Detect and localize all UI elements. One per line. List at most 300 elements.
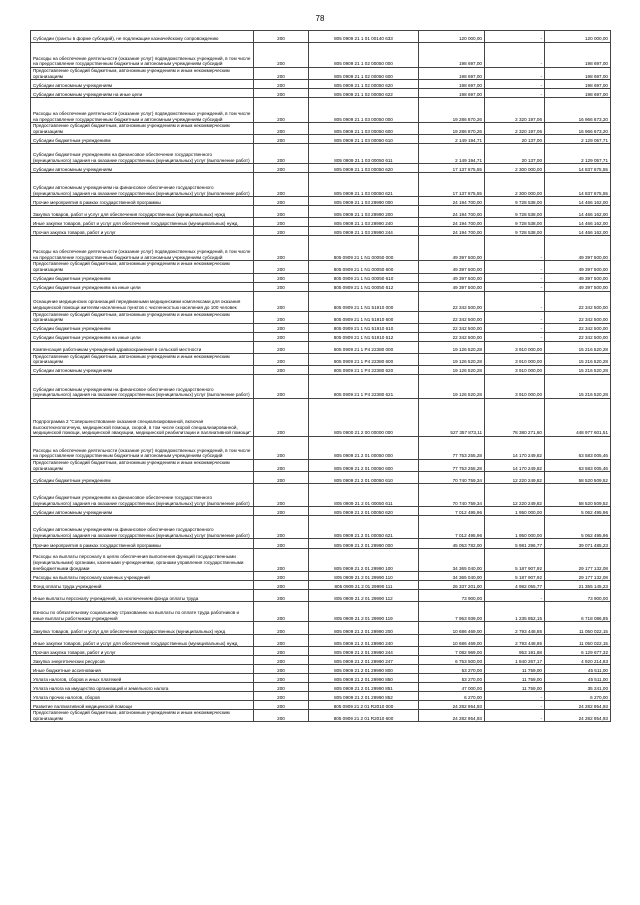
row-name: Иные бюджетные ассигнования bbox=[31, 665, 254, 674]
row-total-amount: 49 397 500,00 bbox=[545, 273, 611, 282]
table-row bbox=[31, 197, 611, 206]
row-name: Иные выплаты персоналу учреждений, за исключением фонда оплаты труда bbox=[31, 590, 254, 602]
row-change-amount: 5 187 907,92 bbox=[485, 572, 545, 581]
row-change-amount: 5 981 296,77 bbox=[485, 539, 545, 549]
row-line-code: 200 bbox=[254, 173, 309, 197]
row-total-amount: 63 583 005,46 bbox=[545, 436, 611, 459]
row-total-amount: 15 216 520,28 bbox=[545, 374, 611, 398]
row-approved-amount: 77 753 255,28 bbox=[419, 436, 485, 459]
row-total-amount: 16 966 673,20 bbox=[545, 98, 611, 123]
row-name: Прочая закупка товаров, работ и услуг bbox=[31, 227, 254, 236]
row-budget-code: 805 0909 21 2 01 29990 852 bbox=[309, 692, 419, 701]
table-row bbox=[31, 227, 611, 236]
row-total-amount: 5 062 495,96 bbox=[545, 516, 611, 539]
row-name: Иные закупки товаров, работ и услуг для обеспечения государственных (муниципальных) нужд bbox=[31, 635, 254, 647]
row-change-amount: 1 950 000,00 bbox=[485, 516, 545, 539]
table-row bbox=[31, 459, 611, 471]
row-total-amount: 14 466 162,00 bbox=[545, 197, 611, 206]
row-approved-amount: 17 137 675,55 bbox=[419, 173, 485, 197]
row-line-code: 200 bbox=[254, 311, 309, 323]
table-row bbox=[31, 135, 611, 144]
row-name: Субсидии автономным учреждениям на иные цели bbox=[31, 89, 254, 98]
row-budget-code: 805 0909 21 1 N1 51910 612 bbox=[309, 332, 419, 341]
row-name: Субсидии автономным учреждениям на финансовое обеспечение государственного (муниципального) задания на оказание государственных (муниципальных) услуг (выполнение работ) bbox=[31, 173, 254, 197]
row-change-amount: 9 728 538,00 bbox=[485, 218, 545, 227]
row-budget-code: 805 0909 21 2 01 00050 610 bbox=[309, 472, 419, 484]
row-name: Расходы на обеспечение деятельности (оказание услуг) подведомственных учреждений, в том числе на предоставление государственным бюджетным и автономным учреждениям субсидий bbox=[31, 98, 254, 123]
row-budget-code: 805 0909 21 1 N1 51910 600 bbox=[309, 311, 419, 323]
row-budget-code: 805 0909 21 2 01 R2010 600 bbox=[309, 710, 419, 722]
row-line-code: 200 bbox=[254, 261, 309, 273]
table-row bbox=[31, 549, 611, 572]
row-budget-code: 805 0909 21 2 01 29990 247 bbox=[309, 656, 419, 665]
row-name: Предоставление субсидий бюджетным, автономным учреждениям и иным некоммерческим организациям bbox=[31, 353, 254, 365]
row-line-code: 200 bbox=[254, 291, 309, 311]
row-line-code: 200 bbox=[254, 236, 309, 261]
row-line-code: 200 bbox=[254, 692, 309, 701]
row-name: Предоставление субсидий бюджетным, автономным учреждениям и иным некоммерческим организациям bbox=[31, 261, 254, 273]
table-row bbox=[31, 701, 611, 710]
row-total-amount: 5 062 495,96 bbox=[545, 507, 611, 516]
row-budget-code: 805 0909 21 2 01 00050 621 bbox=[309, 516, 419, 539]
row-line-code: 200 bbox=[254, 374, 309, 398]
row-total-amount: 198 697,00 bbox=[545, 80, 611, 89]
row-name: Иные закупки товаров, работ и услуг для обеспечения государственных (муниципальных) нужд bbox=[31, 218, 254, 227]
row-line-code: 200 bbox=[254, 459, 309, 471]
row-total-amount: 11 050 022,15 bbox=[545, 622, 611, 635]
table-row bbox=[31, 273, 611, 282]
row-line-code: 200 bbox=[254, 398, 309, 436]
row-line-code: 200 bbox=[254, 206, 309, 218]
row-name: Расходы на обеспечение деятельности (оказание услуг) подведомственных учреждений, в том числе на предоставление государственным бюджетным и автономным учреждениям субсидий bbox=[31, 43, 254, 68]
table-row bbox=[31, 516, 611, 539]
row-change-amount: - bbox=[485, 332, 545, 341]
row-change-amount: 2 300 000,00 bbox=[485, 173, 545, 197]
row-change-amount: - bbox=[485, 43, 545, 68]
row-name: Субсидии бюджетным учреждениям bbox=[31, 135, 254, 144]
row-approved-amount: 22 342 500,00 bbox=[419, 291, 485, 311]
row-total-amount: 14 466 162,00 bbox=[545, 206, 611, 218]
row-budget-code: 805 0909 21 1 03 00050 621 bbox=[309, 173, 419, 197]
row-budget-code: 805 0909 21 1 02 00050 600 bbox=[309, 68, 419, 80]
row-approved-amount: 7 082 969,00 bbox=[419, 647, 485, 656]
row-approved-amount: 7 953 939,00 bbox=[419, 602, 485, 622]
row-total-amount: 198 697,00 bbox=[545, 43, 611, 68]
row-approved-amount: 198 697,00 bbox=[419, 80, 485, 89]
row-budget-code: 805 0909 21 2 01 29990 851 bbox=[309, 683, 419, 692]
row-name: Компенсация работникам учреждений здравоохранения в сельской местности bbox=[31, 341, 254, 353]
row-name: Прочие мероприятия в рамках государственной программы bbox=[31, 539, 254, 549]
row-total-amount: 120 000,00 bbox=[545, 31, 611, 43]
row-name: Предоставление субсидий бюджетным, автономным учреждениям и иным некоммерческим организациям bbox=[31, 68, 254, 80]
row-line-code: 200 bbox=[254, 323, 309, 332]
row-change-amount: - bbox=[485, 282, 545, 291]
row-line-code: 200 bbox=[254, 484, 309, 507]
row-total-amount: 58 520 509,52 bbox=[545, 484, 611, 507]
row-line-code: 200 bbox=[254, 144, 309, 164]
row-budget-code: 805 0909 21 2 01 29990 800 bbox=[309, 665, 419, 674]
row-total-amount: 15 216 520,28 bbox=[545, 341, 611, 353]
row-line-code: 200 bbox=[254, 647, 309, 656]
row-approved-amount: 7 012 495,96 bbox=[419, 507, 485, 516]
row-approved-amount: 26 337 201,00 bbox=[419, 581, 485, 590]
row-approved-amount: 19 126 520,28 bbox=[419, 353, 485, 365]
row-name: Субсидии автономным учреждениям bbox=[31, 365, 254, 374]
row-name: Субсидии автономным учреждениям bbox=[31, 80, 254, 89]
row-name: Закупка энергетических ресурсов bbox=[31, 656, 254, 665]
row-name: Субсидии (гранты в форме субсидий), не подлежащие казначейскому сопровождению bbox=[31, 31, 254, 43]
row-total-amount: 198 697,00 bbox=[545, 89, 611, 98]
row-line-code: 200 bbox=[254, 89, 309, 98]
table-row bbox=[31, 31, 611, 43]
row-name: Взносы по обязательному социальному страхованию на выплаты по оплате труда работников и иные выплаты работникам учреждений bbox=[31, 602, 254, 622]
row-budget-code: 805 0909 21 2 01 29990 850 bbox=[309, 674, 419, 683]
row-budget-code: 805 0909 21 2 01 R2010 000 bbox=[309, 701, 419, 710]
row-line-code: 200 bbox=[254, 43, 309, 68]
row-approved-amount: 19 126 520,28 bbox=[419, 374, 485, 398]
row-change-amount: 14 170 249,82 bbox=[485, 436, 545, 459]
row-name: Фонд оплаты труда учреждений bbox=[31, 581, 254, 590]
row-name: Прочие мероприятия в рамках государственной программы bbox=[31, 197, 254, 206]
row-change-amount: - bbox=[485, 291, 545, 311]
table-row bbox=[31, 311, 611, 323]
row-line-code: 200 bbox=[254, 602, 309, 622]
row-budget-code: 805 0909 21 1 02 00050 000 bbox=[309, 43, 419, 68]
row-approved-amount: 45 053 782,00 bbox=[419, 539, 485, 549]
row-budget-code: 805 0909 21 2 01 29990 240 bbox=[309, 635, 419, 647]
row-total-amount: 16 966 673,20 bbox=[545, 123, 611, 135]
row-name: Расходы на обеспечение деятельности (оказание услуг) подведомственных учреждений, в том числе на предоставление государственным бюджетным и автономным учреждениям субсидий bbox=[31, 436, 254, 459]
row-budget-code: 805 0909 21 1 03 29990 000 bbox=[309, 197, 419, 206]
table-row bbox=[31, 365, 611, 374]
row-name: Подпрограмма 2 "Совершенствование оказания специализированной, включая высокотехнологичную, медицинской помощи, скорой, в том числе скорой специализированной, медицинской помощи, медицинской эвакуации, медицинской реабилитации и паллиативной помощи" bbox=[31, 398, 254, 436]
row-total-amount: 11 050 022,15 bbox=[545, 635, 611, 647]
row-budget-code: 805 0909 21 1 02 00050 622 bbox=[309, 89, 419, 98]
row-change-amount: - bbox=[485, 710, 545, 722]
row-budget-code: 805 0909 21 1 P4 22380 621 bbox=[309, 374, 419, 398]
row-approved-amount: 24 194 700,00 bbox=[419, 227, 485, 236]
row-approved-amount: 73 900,00 bbox=[419, 590, 485, 602]
row-name: Субсидии бюджетным учреждениям bbox=[31, 323, 254, 332]
row-approved-amount: 198 697,00 bbox=[419, 68, 485, 80]
table-row bbox=[31, 656, 611, 665]
row-approved-amount: 24 194 700,00 bbox=[419, 218, 485, 227]
row-name: Субсидии автономным учреждениям на финансовое обеспечение государственного (муниципального) задания на оказание государственных (муниципальных) услуг (выполнение работ) bbox=[31, 516, 254, 539]
row-budget-code: 805 0909 21 1 P4 22380 600 bbox=[309, 353, 419, 365]
row-total-amount: 2 129 057,71 bbox=[545, 135, 611, 144]
row-approved-amount: 19 286 870,26 bbox=[419, 98, 485, 123]
row-name: Предоставление субсидий бюджетным, автономным учреждениям и иным некоммерческим организациям bbox=[31, 710, 254, 722]
row-line-code: 200 bbox=[254, 590, 309, 602]
row-approved-amount: 198 697,00 bbox=[419, 43, 485, 68]
row-line-code: 200 bbox=[254, 436, 309, 459]
row-change-amount: 78 380 271,60 bbox=[485, 398, 545, 436]
row-change-amount: - bbox=[485, 323, 545, 332]
row-approved-amount: 19 126 520,28 bbox=[419, 341, 485, 353]
row-budget-code: 805 0909 21 1 N1 51910 000 bbox=[309, 291, 419, 311]
row-change-amount: 2 793 448,85 bbox=[485, 622, 545, 635]
row-change-amount: - bbox=[485, 68, 545, 80]
row-line-code: 200 bbox=[254, 218, 309, 227]
row-approved-amount: 49 397 500,00 bbox=[419, 282, 485, 291]
row-budget-code: 805 0909 21 2 01 29990 112 bbox=[309, 590, 419, 602]
row-total-amount: 4 920 214,83 bbox=[545, 656, 611, 665]
row-line-code: 200 bbox=[254, 80, 309, 89]
table-row bbox=[31, 164, 611, 173]
table-row bbox=[31, 507, 611, 516]
row-total-amount: 29 177 132,08 bbox=[545, 572, 611, 581]
row-approved-amount: 49 397 500,00 bbox=[419, 261, 485, 273]
table-row bbox=[31, 282, 611, 291]
row-line-code: 200 bbox=[254, 341, 309, 353]
row-approved-amount: 198 697,00 bbox=[419, 89, 485, 98]
row-budget-code: 805 0909 21 1 03 00050 611 bbox=[309, 144, 419, 164]
row-line-code: 200 bbox=[254, 581, 309, 590]
row-line-code: 200 bbox=[254, 227, 309, 236]
row-budget-code: 805 0909 21 1 03 00050 620 bbox=[309, 164, 419, 173]
row-line-code: 200 bbox=[254, 332, 309, 341]
row-line-code: 200 bbox=[254, 472, 309, 484]
row-approved-amount: 2 149 194,71 bbox=[419, 144, 485, 164]
row-change-amount: 2 300 000,00 bbox=[485, 164, 545, 173]
row-change-amount: - bbox=[485, 273, 545, 282]
row-approved-amount: 70 740 759,34 bbox=[419, 472, 485, 484]
row-budget-code: 805 0909 21 2 01 29990 100 bbox=[309, 549, 419, 572]
row-change-amount: - bbox=[485, 261, 545, 273]
row-change-amount: - bbox=[485, 236, 545, 261]
row-total-amount: 24 282 954,93 bbox=[545, 710, 611, 722]
row-total-amount: 22 342 500,00 bbox=[545, 332, 611, 341]
row-total-amount: 39 071 485,23 bbox=[545, 539, 611, 549]
row-approved-amount: 49 397 500,00 bbox=[419, 236, 485, 261]
row-approved-amount: 10 686 469,00 bbox=[419, 622, 485, 635]
row-name: Субсидии автономным учреждениям на финансовое обеспечение государственного (муниципального) задания на оказание государственных (муниципальных) услуг (выполнение работ) bbox=[31, 374, 254, 398]
row-line-code: 200 bbox=[254, 572, 309, 581]
row-line-code: 200 bbox=[254, 701, 309, 710]
row-approved-amount: 47 000,00 bbox=[419, 683, 485, 692]
row-change-amount: 20 137,00 bbox=[485, 135, 545, 144]
row-approved-amount: 53 270,00 bbox=[419, 674, 485, 683]
row-name: Субсидии бюджетным учреждениям на финансовое обеспечение государственного (муниципального) задания на оказание государственных (муниципальных) услуг (выполнение работ) bbox=[31, 144, 254, 164]
row-line-code: 200 bbox=[254, 539, 309, 549]
row-total-amount: 22 342 500,00 bbox=[545, 323, 611, 332]
row-name: Субсидии бюджетным учреждениям bbox=[31, 273, 254, 282]
row-line-code: 200 bbox=[254, 549, 309, 572]
table-row bbox=[31, 173, 611, 197]
row-change-amount: 1 950 000,00 bbox=[485, 507, 545, 516]
row-name: Субсидии бюджетным учреждениям bbox=[31, 472, 254, 484]
table-row bbox=[31, 291, 611, 311]
table-row bbox=[31, 710, 611, 722]
row-approved-amount: 24 282 954,93 bbox=[419, 710, 485, 722]
row-total-amount: 14 837 675,55 bbox=[545, 164, 611, 173]
table-row bbox=[31, 692, 611, 701]
row-budget-code: 805 0909 21 1 P4 22380 620 bbox=[309, 365, 419, 374]
row-change-amount: 3 910 000,00 bbox=[485, 341, 545, 353]
row-change-amount: 1 840 267,17 bbox=[485, 656, 545, 665]
row-line-code: 200 bbox=[254, 665, 309, 674]
row-change-amount: 1 235 852,15 bbox=[485, 602, 545, 622]
row-approved-amount: 24 282 954,93 bbox=[419, 701, 485, 710]
row-total-amount: 6 270,00 bbox=[545, 692, 611, 701]
row-line-code: 200 bbox=[254, 353, 309, 365]
row-budget-code: 805 0909 21 1 01 00140 633 bbox=[309, 31, 419, 43]
row-total-amount: 14 466 162,00 bbox=[545, 227, 611, 236]
row-total-amount: 49 397 500,00 bbox=[545, 282, 611, 291]
row-total-amount: 45 511,00 bbox=[545, 674, 611, 683]
budget-table-body bbox=[31, 31, 611, 722]
row-line-code: 200 bbox=[254, 135, 309, 144]
table-row bbox=[31, 80, 611, 89]
row-change-amount: 2 793 448,85 bbox=[485, 635, 545, 647]
table-row bbox=[31, 581, 611, 590]
row-name: Субсидии бюджетным учреждениям на иные цели bbox=[31, 332, 254, 341]
row-total-amount: 63 583 005,46 bbox=[545, 459, 611, 471]
row-budget-code: 805 0909 21 1 P4 22380 000 bbox=[309, 341, 419, 353]
row-budget-code: 805 0909 21 1 03 29990 240 bbox=[309, 218, 419, 227]
row-total-amount: 49 397 500,00 bbox=[545, 236, 611, 261]
table-row bbox=[31, 472, 611, 484]
row-line-code: 200 bbox=[254, 164, 309, 173]
row-name: Предоставление субсидий бюджетным, автономным учреждениям и иным некоммерческим организациям bbox=[31, 123, 254, 135]
table-row bbox=[31, 144, 611, 164]
row-budget-code: 805 0909 21 2 01 29990 111 bbox=[309, 581, 419, 590]
row-name: Прочая закупка товаров, работ и услуг bbox=[31, 647, 254, 656]
row-budget-code: 805 0909 21 1 03 29990 200 bbox=[309, 206, 419, 218]
row-total-amount: 448 977 601,51 bbox=[545, 398, 611, 436]
row-name: Предоставление субсидий бюджетным, автономным учреждениям и иным некоммерческим организациям bbox=[31, 311, 254, 323]
table-row bbox=[31, 398, 611, 436]
row-total-amount: 15 216 520,28 bbox=[545, 353, 611, 365]
row-line-code: 200 bbox=[254, 507, 309, 516]
row-approved-amount: 6 270,00 bbox=[419, 692, 485, 701]
row-budget-code: 805 0909 21 2 01 29990 119 bbox=[309, 602, 419, 622]
table-row bbox=[31, 236, 611, 261]
row-total-amount: 6 718 086,85 bbox=[545, 602, 611, 622]
row-total-amount: 24 282 954,93 bbox=[545, 701, 611, 710]
table-row bbox=[31, 590, 611, 602]
row-budget-code: 805 0909 21 1 03 00050 600 bbox=[309, 123, 419, 135]
row-budget-code: 805 0909 21 2 01 29990 000 bbox=[309, 539, 419, 549]
row-line-code: 200 bbox=[254, 197, 309, 206]
row-total-amount: 73 900,00 bbox=[545, 590, 611, 602]
row-change-amount: 12 220 249,82 bbox=[485, 484, 545, 507]
row-change-amount: - bbox=[485, 31, 545, 43]
row-approved-amount: 10 686 469,00 bbox=[419, 635, 485, 647]
row-total-amount: 14 837 675,55 bbox=[545, 173, 611, 197]
row-total-amount: 2 129 057,71 bbox=[545, 144, 611, 164]
row-change-amount: 11 759,00 bbox=[485, 683, 545, 692]
table-row bbox=[31, 374, 611, 398]
row-budget-code: 805 0900 21 2 00 00000 000 bbox=[309, 398, 419, 436]
row-total-amount: 15 216 520,28 bbox=[545, 365, 611, 374]
row-line-code: 200 bbox=[254, 123, 309, 135]
row-change-amount: 14 170 249,82 bbox=[485, 459, 545, 471]
row-line-code: 200 bbox=[254, 683, 309, 692]
row-change-amount: - bbox=[485, 590, 545, 602]
row-change-amount: 11 759,00 bbox=[485, 674, 545, 683]
row-approved-amount: 22 342 500,00 bbox=[419, 332, 485, 341]
table-row bbox=[31, 206, 611, 218]
table-row bbox=[31, 89, 611, 98]
row-line-code: 200 bbox=[254, 31, 309, 43]
table-row bbox=[31, 43, 611, 68]
row-change-amount: 12 220 249,82 bbox=[485, 472, 545, 484]
table-row bbox=[31, 539, 611, 549]
row-approved-amount: 17 137 675,55 bbox=[419, 164, 485, 173]
table-row bbox=[31, 218, 611, 227]
row-change-amount: 2 320 197,06 bbox=[485, 98, 545, 123]
row-budget-code: 805 0909 21 1 N1 00050 600 bbox=[309, 261, 419, 273]
row-approved-amount: 527 357 873,11 bbox=[419, 398, 485, 436]
table-row bbox=[31, 683, 611, 692]
row-line-code: 200 bbox=[254, 622, 309, 635]
row-budget-code: 805 0909 21 2 01 00050 600 bbox=[309, 459, 419, 471]
row-change-amount: 9 728 538,00 bbox=[485, 197, 545, 206]
row-change-amount: 3 910 000,00 bbox=[485, 353, 545, 365]
row-line-code: 200 bbox=[254, 674, 309, 683]
row-name: Расходы на обеспечение деятельности (оказание услуг) подведомственных учреждений, в том числе на предоставление государственным бюджетным и автономным учреждениям субсидий bbox=[31, 236, 254, 261]
table-row bbox=[31, 332, 611, 341]
row-budget-code: 805 0909 21 1 N1 00050 000 bbox=[309, 236, 419, 261]
row-total-amount: 198 697,00 bbox=[545, 68, 611, 80]
row-name: Оснащение медицинских организаций передвижными медицинскими комплексами для оказания медицинской помощи жителям населенных пунктов с численностью населения до 100 человек bbox=[31, 291, 254, 311]
row-change-amount: 9 728 538,00 bbox=[485, 206, 545, 218]
row-approved-amount: 70 740 759,34 bbox=[419, 484, 485, 507]
row-approved-amount: 22 342 500,00 bbox=[419, 311, 485, 323]
row-name: Уплата налога на имущество организаций и земельного налога bbox=[31, 683, 254, 692]
row-total-amount: 58 520 509,52 bbox=[545, 472, 611, 484]
table-row bbox=[31, 98, 611, 123]
row-name: Уплата налогов, сборов и иных платежей bbox=[31, 674, 254, 683]
row-total-amount: 14 466 162,00 bbox=[545, 218, 611, 227]
row-line-code: 200 bbox=[254, 98, 309, 123]
row-total-amount: 35 241,00 bbox=[545, 683, 611, 692]
row-change-amount: 3 910 000,00 bbox=[485, 365, 545, 374]
table-row bbox=[31, 647, 611, 656]
row-name: Развитие паллиативной медицинской помощи bbox=[31, 701, 254, 710]
row-name: Закупка товаров, работ и услуг для обеспечения государственных (муниципальных) нужд bbox=[31, 622, 254, 635]
table-row bbox=[31, 665, 611, 674]
row-change-amount: 9 728 538,00 bbox=[485, 227, 545, 236]
row-name: Предоставление субсидий бюджетным, автономным учреждениям и иным некоммерческим организациям bbox=[31, 459, 254, 471]
row-budget-code: 805 0909 21 2 01 29990 110 bbox=[309, 572, 419, 581]
row-budget-code: 805 0909 21 2 01 29990 244 bbox=[309, 647, 419, 656]
row-total-amount: 29 177 132,08 bbox=[545, 549, 611, 572]
table-row bbox=[31, 341, 611, 353]
table-row bbox=[31, 602, 611, 622]
row-approved-amount: 53 270,00 bbox=[419, 665, 485, 674]
table-row bbox=[31, 622, 611, 635]
row-line-code: 200 bbox=[254, 68, 309, 80]
row-total-amount: 21 355 145,23 bbox=[545, 581, 611, 590]
row-name: Субсидии автономным учреждениям bbox=[31, 507, 254, 516]
row-line-code: 200 bbox=[254, 365, 309, 374]
row-approved-amount: 49 397 500,00 bbox=[419, 273, 485, 282]
row-approved-amount: 24 194 700,00 bbox=[419, 197, 485, 206]
row-change-amount: 3 910 000,00 bbox=[485, 374, 545, 398]
row-change-amount: 953 191,68 bbox=[485, 647, 545, 656]
row-change-amount: - bbox=[485, 80, 545, 89]
row-approved-amount: 19 286 870,26 bbox=[419, 123, 485, 135]
row-budget-code: 805 0909 21 2 01 29990 200 bbox=[309, 622, 419, 635]
row-total-amount: 22 342 500,00 bbox=[545, 311, 611, 323]
table-row bbox=[31, 674, 611, 683]
row-budget-code: 805 0909 21 2 01 00050 620 bbox=[309, 507, 419, 516]
row-budget-code: 805 0909 21 2 01 00050 000 bbox=[309, 436, 419, 459]
row-name: Субсидии автономным учреждениям bbox=[31, 164, 254, 173]
row-change-amount: - bbox=[485, 701, 545, 710]
